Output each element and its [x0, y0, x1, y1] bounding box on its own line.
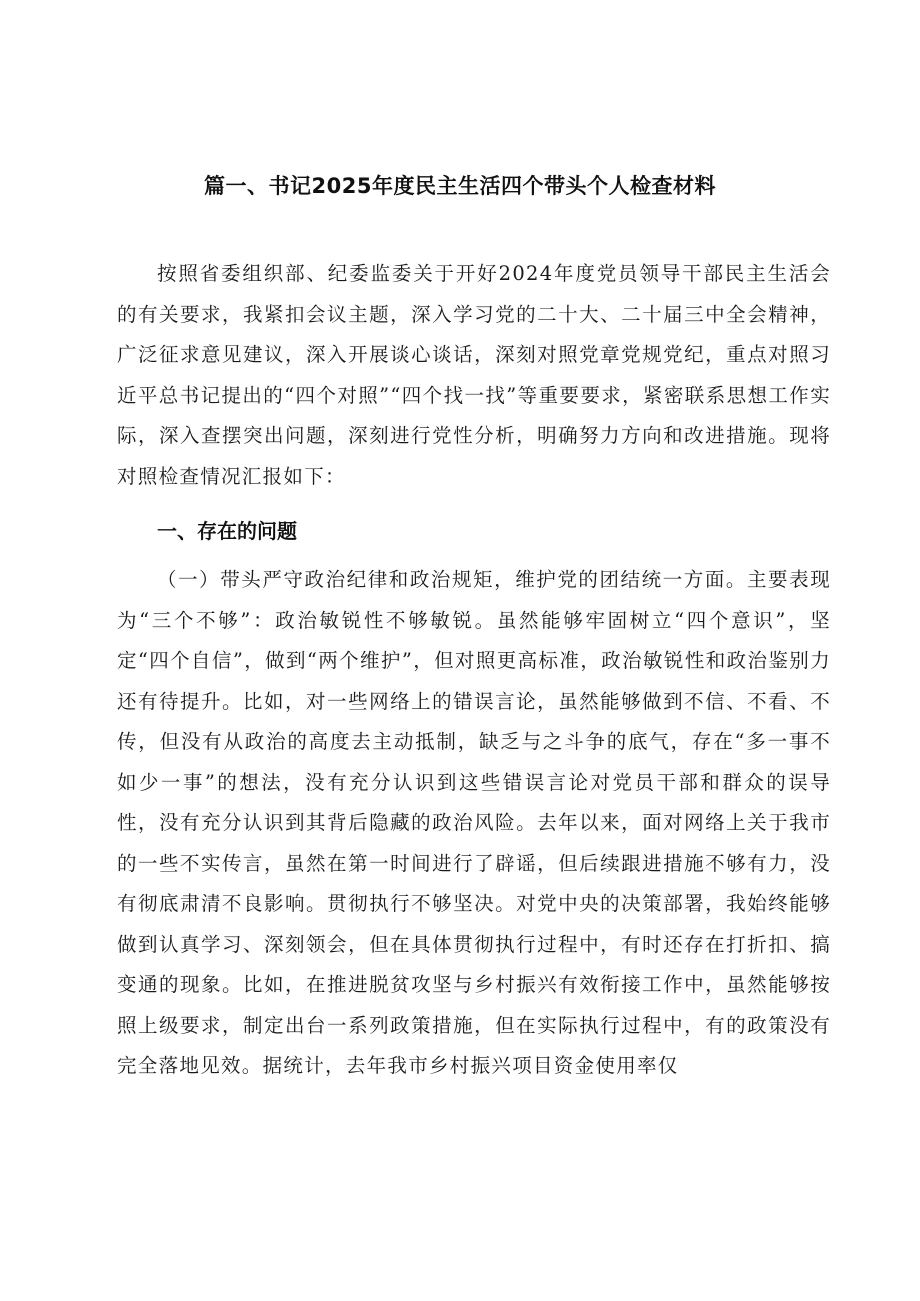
section-heading: 一、存在的问题 [157, 519, 297, 543]
intro-paragraph: 按照省委组织部、纪委监委关于开好2024年度党员领导干部民主生活会的有关要求，我紧扣会议主题，深入学习党的二十大、二十届三中全会精神，广泛征求意见建议，深入开展谈心谈话，深刻对照党章党规党纪，重点对照习近平总书记提出的“四个对照”“四个找一找”等重要要求，紧密联系思想工作实际，深入查摆突出问题，深刻进行党性分析，明确努力方向和改进措施。现将对照检查情况汇报如下： [117, 262, 831, 488]
section-paragraph: （一）带头严守政治纪律和政治规矩，维护党的团结统一方面。主要表现为“三个不够”：政治敏锐性不够敏锐。虽然能够牢固树立“四个意识”，坚定“四个自信”，做到“两个维护”，但对照更高标准，政治敏锐性和政治鉴别力还有待提升。比如，对一些网络上的错误言论，虽然能够做到不信、不看、不传，但没有从政治的高度去主动抵制，缺乏与之斗争的底气，存在“多一事不如少一事”的想法，没有充分认识到这些错误言论对党员干部和群众的误导性，没有充分认识到其背后隐藏的政治风险。去年以来，面对网络上关于我市的一些不实传言，虽然在第一时间进行了辟谣，但后续跟进措施不够有力，没有彻底肃清不良影响。贯彻执行不够坚决。对党中央的决策部署，我始终能够做到认真学习、深刻领会，但在具体贯彻执行过程中，有时还存在打折扣、搞变通的现象。比如，在推进脱贫攻坚与乡村振兴有效衔接工作中，虽然能够按照上级要求，制定出台一系列政策措施，但在实际执行过程中，有的政策没有完全落地见效。据统计，去年我市乡村振兴项目资金使用率仅 [117, 568, 831, 1077]
document-title: 篇一、书记2025年度民主生活四个带头个人检查材料 [204, 174, 716, 198]
